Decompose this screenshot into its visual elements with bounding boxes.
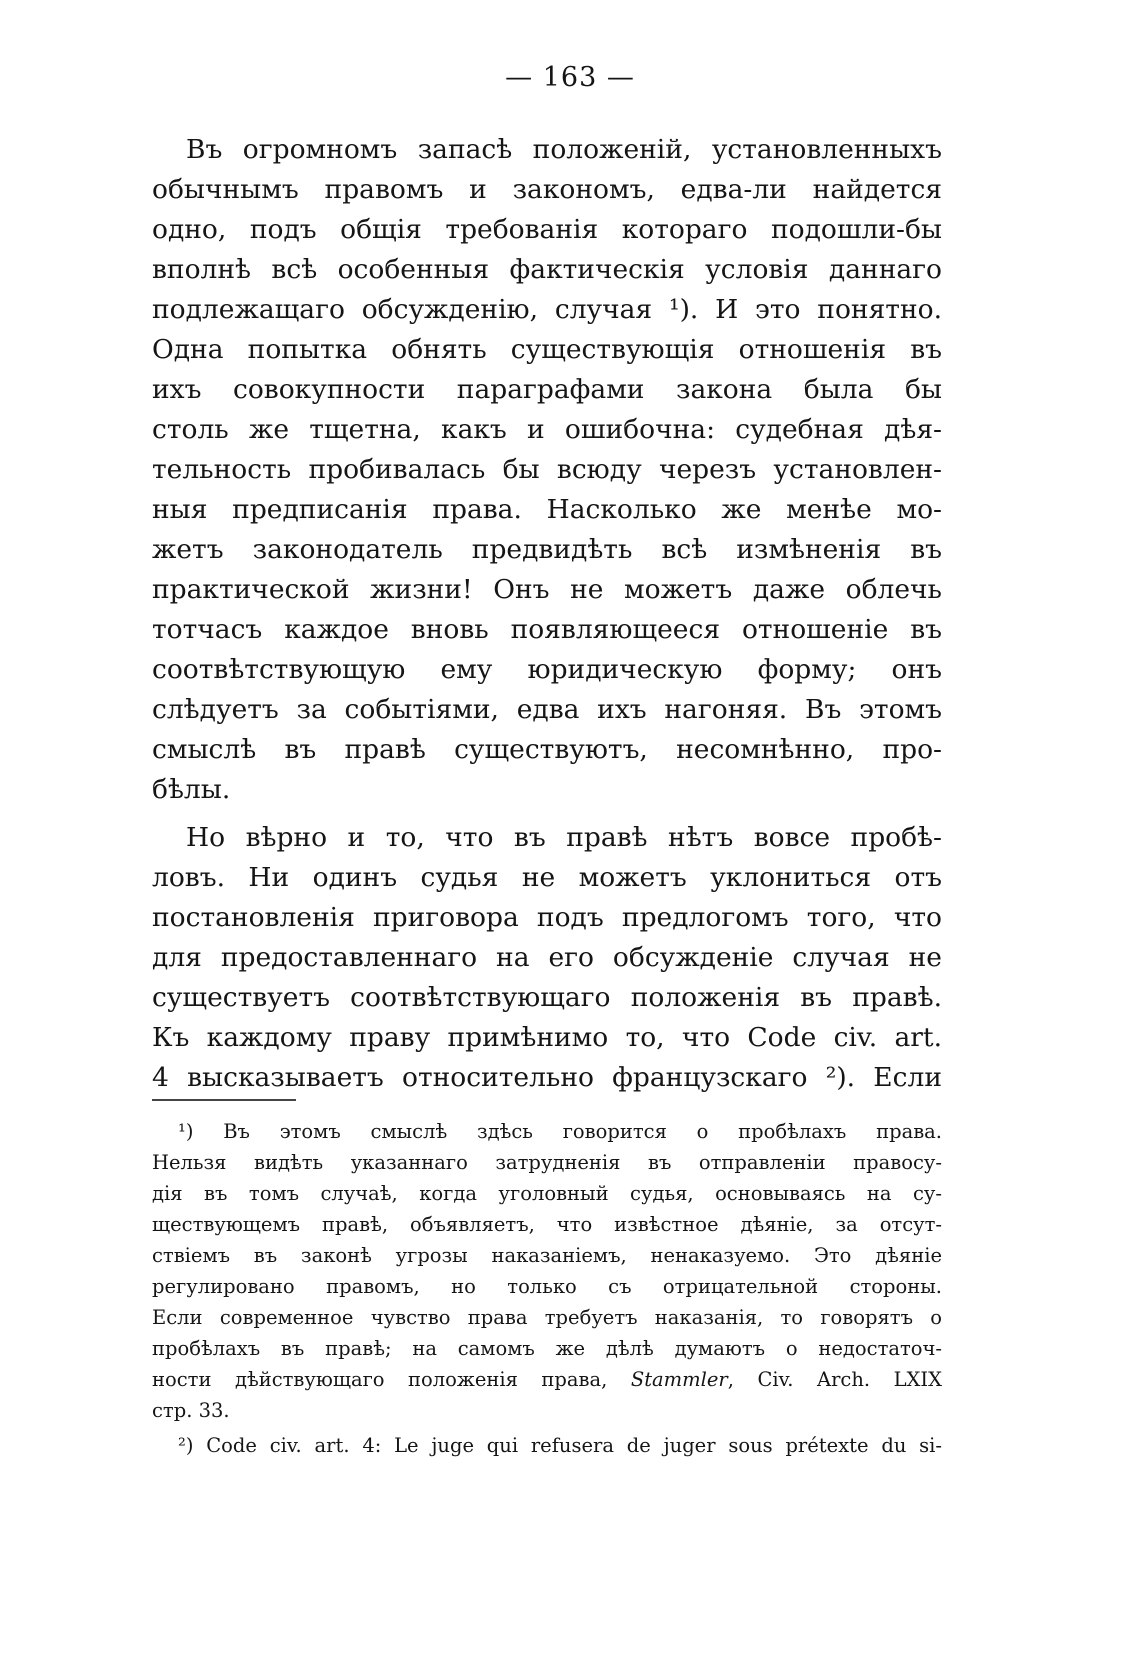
footnote-line: Нельзя видѣть указаннаго затрудненія въ отправленіи правосу- [152, 1151, 942, 1174]
footnote-1 [152, 1116, 942, 1426]
text-line: жетъ законодатель предвидѣть всѣ измѣненія въ [152, 534, 942, 565]
footnote-line: ствіемъ въ законѣ угрозы наказаніемъ, ненаказуемо. Это дѣяніе [152, 1244, 942, 1267]
text-line: одно, подъ общія требованія котораго подошли-бы [152, 214, 942, 245]
footnote-line: регулировано правомъ, но только съ отрицательной стороны. [152, 1275, 942, 1298]
footnote-line: ¹) Въ этомъ смыслѣ здѣсь говорится о пробѣлахъ права. [178, 1120, 942, 1143]
text-line: 4 высказываетъ относительно французскаго ²). Если [152, 1062, 942, 1093]
footnote-line: дія въ томъ случаѣ, когда уголовный судья, основываясь на су- [152, 1182, 942, 1205]
text-line: тотчасъ каждое вновь появляющееся отношеніе въ [152, 614, 942, 645]
text-line: ихъ совокупности параграфами закона была бы [152, 374, 942, 405]
text-line: Но вѣрно и то, что въ правѣ нѣтъ вовсе пробѣ- [186, 822, 942, 853]
text-line: ныя предписанія права. Насколько же менѣе мо- [152, 494, 942, 525]
footnote-2 [152, 1430, 942, 1461]
text-line: тельность пробивалась бы всюду черезъ установлен- [152, 454, 942, 485]
footnote-divider [152, 1099, 296, 1101]
footnote-line [152, 1364, 942, 1395]
text-line: обычнымъ правомъ и закономъ, едва-ли найдется [152, 174, 942, 205]
citation-source: , Civ. Arch. LXIX [727, 1368, 942, 1391]
text-line: бѣлы. [152, 774, 231, 805]
footnote-line: ²) Code civ. art. 4: Le juge qui refusera de juger sous prétexte du si- [178, 1434, 942, 1457]
cited-author: Stammler [630, 1368, 728, 1391]
text-line: ловъ. Ни одинъ судья не можетъ уклониться отъ [152, 862, 942, 893]
page-number: — 163 — [505, 62, 635, 93]
text-line: существуетъ соотвѣтствующаго положенія въ правѣ. [152, 982, 942, 1013]
footnote-text: ности дѣйствующаго положенія права, [152, 1368, 608, 1391]
body-text [152, 130, 942, 1098]
text-line: смыслѣ въ правѣ существуютъ, несомнѣнно, про- [152, 734, 942, 765]
text-line: вполнѣ всѣ особенныя фактическія условія даннаго [152, 254, 942, 285]
text-line: для предоставленнаго на его обсужденіе случая не [152, 942, 942, 973]
footnote-line: Если современное чувство права требуетъ наказанія, то говорятъ о [152, 1306, 942, 1329]
text-line: столь же тщетна, какъ и ошибочна: судебная дѣя- [152, 414, 942, 445]
text-line: соотвѣтствующую ему юридическую форму; онъ [152, 654, 942, 685]
paragraph-2 [152, 818, 942, 1098]
text-line: подлежащаго обсужденію, случая ¹). И это понятно. [152, 294, 942, 325]
paragraph-1 [152, 130, 942, 810]
footnote-line: стр. 33. [152, 1399, 230, 1422]
text-line: практической жизни! Онъ не можетъ даже облечь [152, 574, 942, 605]
text-line: постановленія приговора подъ предлогомъ того, что [152, 902, 942, 933]
footnote-line: пробѣлахъ въ правѣ; на самомъ же дѣлѣ думаютъ о недостаточ- [152, 1337, 942, 1360]
footnotes [152, 1116, 942, 1461]
footnote-line: ществующемъ правѣ, объявляетъ, что извѣстное дѣяніе, за отсут- [152, 1213, 942, 1236]
text-line: Къ каждому праву примѣнимо то, что Code civ. art. [152, 1022, 942, 1053]
text-line: Одна попытка обнять существующія отношенія въ [152, 334, 942, 365]
text-line: Въ огромномъ запасѣ положеній, установленныхъ [186, 134, 942, 165]
text-line: слѣдуетъ за событіями, едва ихъ нагоняя. Въ этомъ [152, 694, 942, 725]
